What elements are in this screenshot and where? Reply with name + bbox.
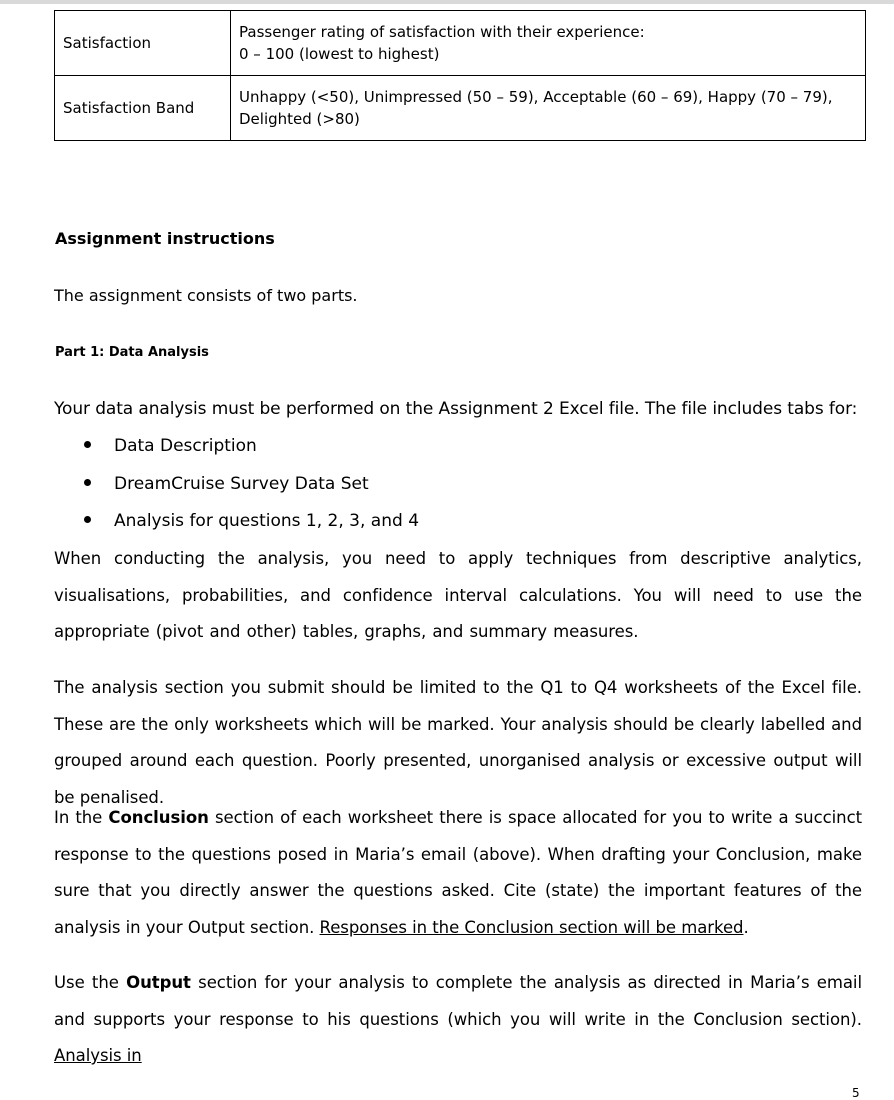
paragraph-text: section of each worksheet there is space allocated for you to write a succinct response to the questions posed in Maria’s email (above). When drafting your Conclusion, make sure that you directly answer the questions asked. Cite (state) the important features of the analysis in your Output section. (54, 808, 863, 937)
table-row (55, 11, 866, 76)
term-satisfaction-band: Satisfaction Band (63, 99, 195, 117)
part1-heading: Part 1: Data Analysis (55, 345, 209, 360)
part1-lead: Your data analysis must be performed on the Assignment 2 Excel file. The file includes tabs for: (54, 399, 858, 419)
output-term: Output (126, 973, 191, 992)
paragraph-text: section for your analysis to complete the analysis as directed in Maria’s email and supports your response to his questions (which you will write in the Conclusion section). (54, 973, 862, 1029)
page-number: 5 (852, 1086, 860, 1100)
description-line: Passenger rating of satisfaction with their experience: (239, 23, 645, 41)
paragraph-text: In the (54, 808, 109, 827)
bullet-icon (84, 516, 91, 523)
paragraph-text: . (743, 917, 749, 937)
table-term-cell (55, 11, 231, 76)
list-item-text: Data Description (114, 436, 257, 456)
table-description-cell (231, 11, 866, 76)
bullet-icon (84, 479, 91, 486)
bullet-icon (84, 441, 91, 448)
list-item (84, 474, 369, 494)
paragraph-conclusion (54, 800, 862, 946)
table-description-cell (231, 76, 866, 141)
list-item-text: DreamCruise Survey Data Set (114, 474, 369, 494)
section-heading: Assignment instructions (55, 229, 275, 248)
table-row (55, 76, 866, 141)
paragraph-techniques: When conducting the analysis, you need to apply techniques from descriptive analytics, visualisations, probabilities, and confidence interval calculations. You will need to use the appropriate (pivot and other) tables, graphs, and summary measures. (54, 549, 862, 641)
description-line: Delighted (>80) (239, 110, 360, 128)
term-satisfaction: Satisfaction (63, 34, 152, 52)
section-intro: The assignment consists of two parts. (54, 286, 358, 305)
list-item-text: Analysis for questions 1, 2, 3, and 4 (114, 511, 420, 531)
table-term-cell (55, 76, 231, 141)
conclusion-term: Conclusion (108, 808, 209, 827)
paragraph-analysis-scope: The analysis section you submit should be limited to the Q1 to Q4 worksheets of the Excel file. These are the only worksheets which will be marked. Your analysis should be clearly labelled and grouped around each question. Poorly presented, unorganised analysis or excessive output will be penalised. (54, 678, 862, 807)
paragraph-output (54, 965, 862, 1075)
analysis-note: Analysis in (54, 1046, 142, 1065)
page-top-edge (0, 0, 894, 4)
list-item (84, 511, 419, 531)
data-description-table (54, 10, 866, 141)
description-line: Unhappy (<50), Unimpressed (50 – 59), Acceptable (60 – 69), Happy (70 – 79), (239, 88, 833, 106)
marked-note: Responses in the Conclusion section will be marked (319, 917, 744, 937)
description-line: 0 – 100 (lowest to highest) (239, 45, 440, 63)
paragraph-text: Use the (54, 973, 127, 992)
list-item (84, 436, 257, 456)
